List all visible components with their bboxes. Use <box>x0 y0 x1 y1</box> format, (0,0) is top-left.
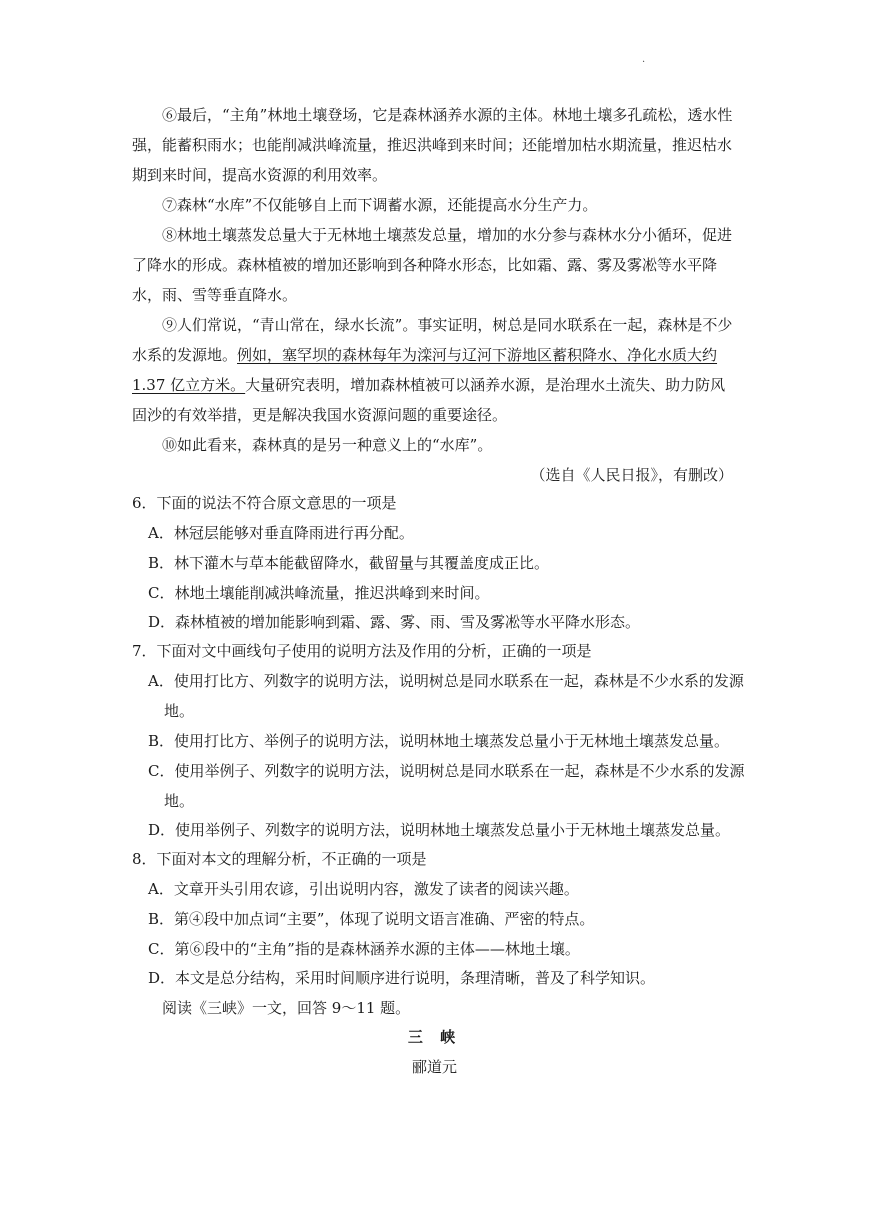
question-7-option-d: D．使用举例子、列数字的说明方法，说明林地土壤蒸发总量小于无林地土壤蒸发总量。 <box>148 821 731 839</box>
source-note: （选自《人民日报》，有删改） <box>530 466 733 484</box>
paragraph-9-rest: 大量研究表明，增加森林植被可以涵养水源，是治理水土流失、助力防风固沙的有效举措，更是解决我国水资源问题的重要途径。 <box>132 376 726 424</box>
question-8-option-b: B．第④段中加点词“主要”，体现了说明文语言准确、严密的特点。 <box>148 910 595 928</box>
question-7-option-c: C．使用举例子、列数字的说明方法，说明树总是同水联系在一起，森林是不少水系的发源地。 <box>148 762 745 810</box>
paragraph-10: ⑩如此看来，森林真的是另一种意义上的“水库”。 <box>162 436 493 454</box>
paragraph-9-intro: ⑨人们常说，“青山常在，绿水长流”。事实证明，树总是同水联系在一起，森林是不少水系的发源地。 <box>132 316 733 364</box>
question-6-option-a: A．林冠层能够对垂直降雨进行再分配。 <box>148 524 414 542</box>
paragraph-9 <box>132 310 738 430</box>
header-mark: · <box>642 57 646 68</box>
passage-author: 郦道元 <box>411 1058 457 1076</box>
paragraph-8: ⑧林地土壤蒸发总量大于无林地土壤蒸发总量，增加的水分参与森林水分小循环，促进了降水的形成。森林植被的增加还影响到各种降水形态，比如霜、露、雾及雾凇等水平降水，雨、雪等垂直降水。 <box>132 226 733 304</box>
question-8-option-a: A．文章开头引用农谚，引出说明内容，激发了读者的阅读兴趣。 <box>148 880 579 898</box>
question-7-option-a: A．使用打比方、列数字的说明方法，说明树总是同水联系在一起，森林是不少水系的发源地。 <box>148 672 744 720</box>
passage-title: 三 峡 <box>407 1028 462 1046</box>
reading-instruction: 阅读《三峡》一文，回答 9～11 题。 <box>162 999 411 1017</box>
underlined-sentence: 例如，塞罕坝的森林每年为滦河与辽河下游地区蓄积降水、净化水质大约1.37 亿立方米。 <box>132 346 718 394</box>
question-8-stem: 8．下面对本文的理解分析，不正确的一项是 <box>132 850 427 868</box>
question-6-option-c: C．林地土壤能削减洪峰流量，推迟洪峰到来时间。 <box>148 584 490 602</box>
paragraph-7: ⑦森林“水库”不仅能够自上而下调蓄水源，还能提高水分生产力。 <box>162 196 598 214</box>
question-8-option-c: C．第⑥段中的“主角”指的是森林涵养水源的主体——林地土壤。 <box>148 940 580 958</box>
question-6-option-b: B．林下灌木与草本能截留降水，截留量与其覆盖度成正比。 <box>148 554 550 572</box>
paragraph-6: ⑥最后，“主角”林地土壤登场，它是森林涵养水源的主体。林地土壤多孔疏松，透水性强，能蓄积雨水；也能削减洪峰流量，推迟洪峰到来时间；还能增加枯水期流量，推迟枯水期到来时间，提高水资源的利用效率。 <box>132 106 733 184</box>
question-7-stem: 7．下面对文中画线句子使用的说明方法及作用的分析，正确的一项是 <box>132 642 592 660</box>
question-7-option-b: B．使用打比方、举例子的说明方法，说明林地土壤蒸发总量小于无林地土壤蒸发总量。 <box>148 732 730 750</box>
question-6-option-d: D．森林植被的增加能影响到霜、露、雾、雨、雪及雾凇等水平降水形态。 <box>148 613 641 631</box>
question-8-option-d: D．本文是总分结构，采用时间顺序进行说明，条理清晰，普及了科学知识。 <box>148 969 656 987</box>
question-6-stem: 6．下面的说法不符合原文意思的一项是 <box>132 494 397 512</box>
